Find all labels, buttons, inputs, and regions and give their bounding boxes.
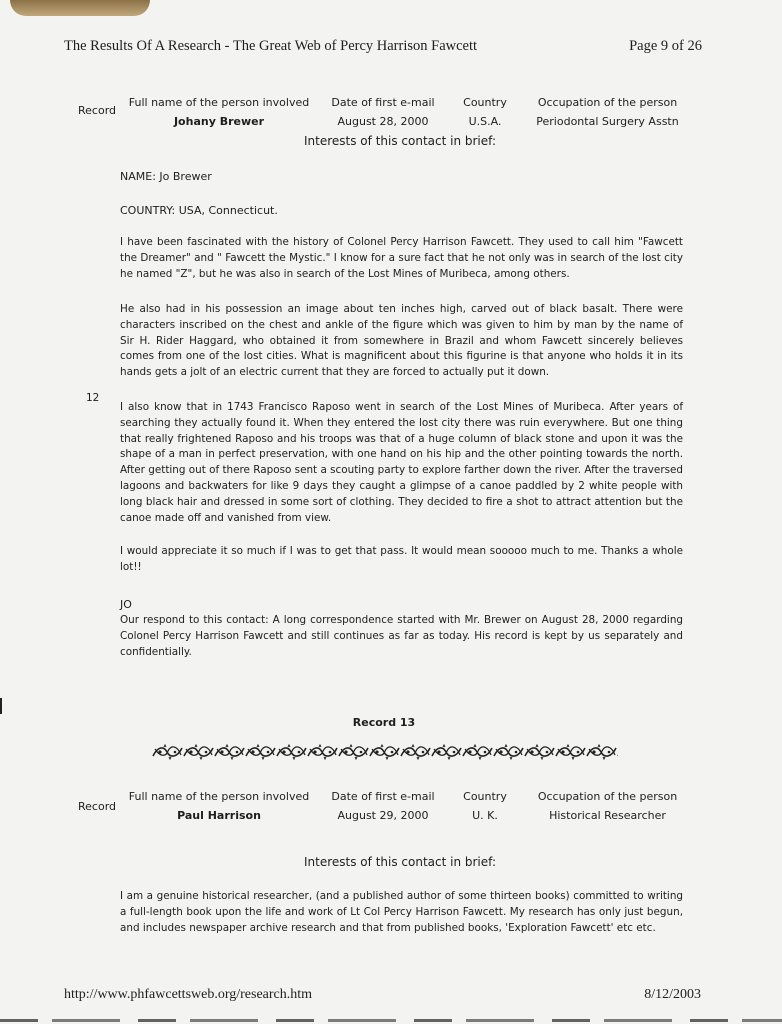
paragraph-3: I also know that in 1743 Francisco Raposo went in search of the Lost Mines of Muribeca. After years of searching they actually found it. When they entered the lost city there was ruin everywhere. But one thing that really frightened Raposo and his troops was that of a huge column of black stone and upon it was the shape of a man in perfect preservation, with one hand on his hip and the other pointing towards the north. After getting out of there Raposo sent a scouting party to explore farther down the river. After the traversed lagoons and backwaters for like 9 days they caught a glimpse of a canoe paddled by 2 white people with long black hair and dressed in some sort of clothing. They decided to fire a shot to attract attention but the canoe made off and vanished from view.	[120, 401, 683, 524]
col-date-label: Date of first e-mail	[331, 96, 435, 109]
r13-person-country: U. K.	[472, 809, 498, 822]
person-country: U.S.A.	[468, 115, 502, 128]
page-number: Page 9 of 26	[629, 38, 702, 54]
r13-col-occupation-label: Occupation of the person	[537, 790, 678, 803]
r13-col-date-label: Date of first e-mail	[331, 790, 435, 803]
page-header-title: The Results Of A Research - The Great Web of Percy Harrison Fawcett	[64, 38, 478, 54]
paragraph-4: I would appreciate it so much if I was to get that pass. It would mean sooooo much to me. Thanks a whole lot!!	[120, 545, 683, 573]
r13-person-name: Paul Harrison	[177, 809, 261, 822]
col-country-label: Country	[463, 96, 507, 109]
col-occupation-label: Occupation of the person	[537, 96, 678, 109]
col-name-label: Full name of the person involved	[128, 96, 310, 109]
r13-interests-heading: Interests of this contact in brief:	[304, 855, 496, 869]
person-occupation: Periodontal Surgery Asstn	[536, 115, 679, 128]
footer-url: http://www.phfawcettsweb.org/research.htm	[64, 987, 313, 1002]
r13-col-name-label: Full name of the person involved	[128, 790, 310, 803]
record-number: 12	[86, 392, 100, 404]
scan-smudge	[10, 0, 150, 16]
respond-paragraph: Our respond to this contact: A long correspondence started with Mr. Brewer on August 28, 2000 regarding Colonel Percy Harrison Fawcett and still continues as far as today. His record is kept by us separately and confidentially.	[120, 614, 683, 658]
scan-edge	[0, 1019, 782, 1022]
record-13-label: Record	[78, 800, 117, 813]
footer-date: 8/12/2003	[644, 987, 701, 1002]
r13-col-country-label: Country	[463, 790, 507, 803]
first-email-date: August 28, 2000	[337, 115, 429, 128]
interests-heading: Interests of this contact in brief:	[304, 134, 496, 148]
r13-first-email-date: August 29, 2000	[337, 809, 429, 822]
paragraph-2: He also had in his possession an image about ten inches high, carved out of black basalt. There were characters inscribed on the chest and ankle of the figure which was given to him by man by the name of Sir H. Rider Haggard, who obtained it from somewhere in Brazil and whom Fawcett sincerely believes comes from one of the lost cities. What is magnificent about this figurine is that anyone who holds it in its hands gets a jolt of an electric current that they are forced to actually put it down.	[120, 303, 683, 379]
name-line: NAME: Jo Brewer	[120, 170, 212, 183]
paragraph-1: I have been fascinated with the history of Colonel Percy Harrison Fawcett. They used to call him "Fawcett the Dreamer" and " Fawcett the Mystic." I know for a sure fact that he not only was in search of the lost city he named "Z", but he was also in search of the Lost Mines of Muribeca, among others.	[120, 236, 683, 280]
r13-paragraph-1: I am a genuine historical researcher, (and a published author of some thirteen books) committed to writing a full-length book upon the life and work of Lt Col Percy Harrison Fawcett. My research has only just begun, and includes newspaper archive research and that from published books, 'Exploration Fawcett' etc etc.	[120, 890, 683, 934]
country-line: COUNTRY: USA, Connecticut.	[120, 204, 278, 217]
record-13-heading: Record 13	[352, 716, 416, 729]
r13-person-occupation: Historical Researcher	[549, 809, 666, 822]
margin-mark	[0, 698, 2, 714]
signature: JO	[120, 598, 132, 611]
ornament-divider	[152, 744, 618, 760]
person-name: Johany Brewer	[173, 115, 265, 128]
record-label: Record	[78, 104, 117, 117]
